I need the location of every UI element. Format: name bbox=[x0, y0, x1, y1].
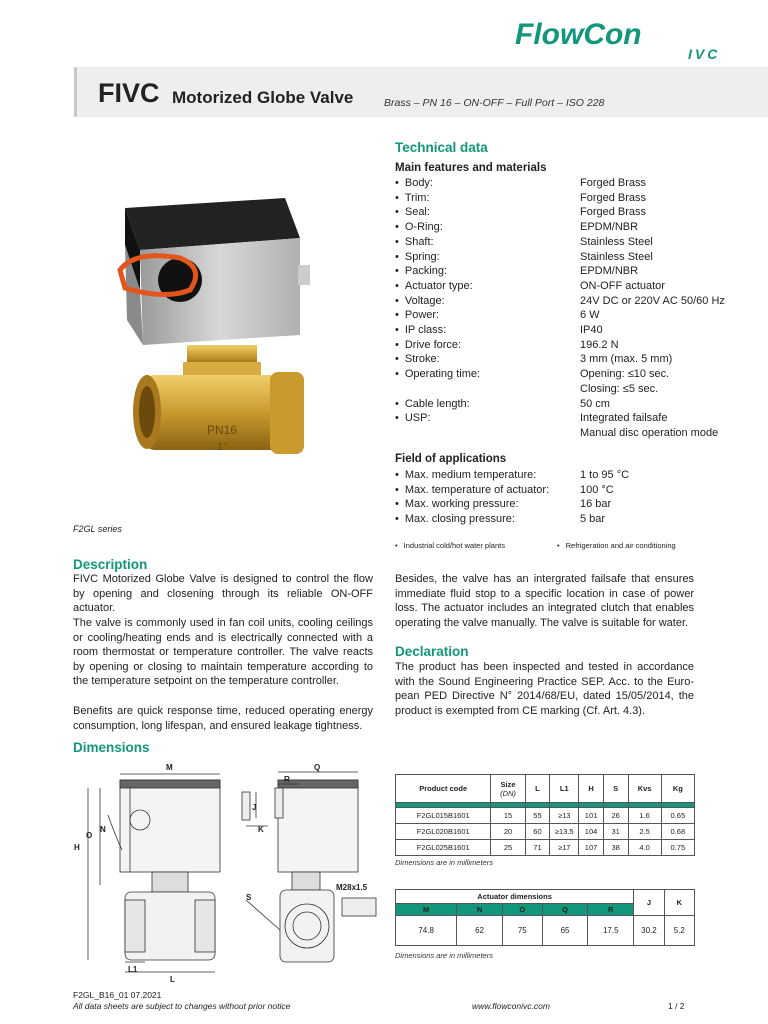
feature-key: • O-Ring: bbox=[395, 220, 443, 234]
dimension-drawing bbox=[70, 760, 385, 985]
feature-key: • Operating time: bbox=[395, 367, 480, 381]
svg-text:IVC: IVC bbox=[688, 46, 721, 62]
svg-text:N: N bbox=[100, 825, 106, 834]
feature-key: • IP class: bbox=[395, 323, 446, 337]
table-cell: 71 bbox=[525, 840, 550, 856]
footer-disclaimer: All data sheets are subject to changes without prior notice bbox=[73, 1001, 291, 1011]
image-caption: F2GL series bbox=[73, 524, 122, 534]
application-bullet: • Refrigeration and air conditioning bbox=[557, 541, 676, 550]
declaration-heading: Declaration bbox=[395, 644, 469, 659]
table-header: L bbox=[525, 775, 550, 803]
table-header: N bbox=[457, 904, 503, 916]
table-header: H bbox=[579, 775, 604, 803]
flowcon-logo bbox=[513, 14, 753, 62]
technical-data-heading: Technical data bbox=[395, 140, 488, 155]
feature-value: Opening: ≤10 sec. bbox=[580, 368, 670, 381]
feature-key: • Power: bbox=[395, 308, 439, 322]
svg-text:J: J bbox=[252, 803, 257, 812]
table-cell: 107 bbox=[579, 840, 604, 856]
table-cell: 15 bbox=[491, 808, 525, 824]
table-cell: 55 bbox=[525, 808, 550, 824]
svg-text:L1: L1 bbox=[128, 965, 138, 974]
table-row bbox=[396, 824, 695, 840]
page-title: FIVC bbox=[98, 78, 160, 108]
footer-doc-id: F2GL_B16_01 07.2021 bbox=[73, 990, 162, 1000]
feature-value: 3 mm (max. 5 mm) bbox=[580, 353, 673, 366]
table-cell: ≥13.5 bbox=[550, 824, 579, 840]
footer-url[interactable]: www.flowconivc.com bbox=[472, 1001, 550, 1011]
feature-value: Stainless Steel bbox=[580, 235, 653, 248]
table-header: Kg bbox=[661, 775, 694, 803]
feature-value: 50 cm bbox=[580, 397, 610, 410]
svg-text:FlowCon: FlowCon bbox=[515, 18, 642, 51]
application-value: 1 to 95 °C bbox=[580, 469, 630, 481]
table-header: L1 bbox=[550, 775, 579, 803]
feature-value: Forged Brass bbox=[580, 206, 647, 219]
table-header: Product code bbox=[396, 775, 491, 803]
table-header: R bbox=[588, 904, 634, 916]
feature-value: Manual disc operation mode bbox=[580, 426, 719, 439]
table-cell: 60 bbox=[525, 824, 550, 840]
svg-text:PN16: PN16 bbox=[207, 423, 238, 437]
feature-value: 6 W bbox=[580, 309, 600, 322]
table-cell: 4.0 bbox=[628, 840, 661, 856]
application-key: • Max. working pressure: bbox=[395, 497, 519, 511]
description-paragraph: Benefits are quick response time, reduced operating energy consumption, long lifespan, and ensured leakage tightness. bbox=[73, 705, 373, 732]
application-key: • Max. temperature of actuator: bbox=[395, 483, 549, 497]
table-cell: 25 bbox=[491, 840, 525, 856]
svg-text:H: H bbox=[74, 843, 80, 852]
feature-value: IP40 bbox=[580, 324, 603, 336]
feature-value: EPDM/NBR bbox=[580, 221, 639, 234]
table-header: O bbox=[502, 904, 542, 916]
table-cell: 38 bbox=[603, 840, 628, 856]
table-cell: 20 bbox=[491, 824, 525, 840]
table-cell: 0.75 bbox=[661, 840, 694, 856]
feature-value: ON-OFF actuator bbox=[580, 279, 665, 292]
footer-page-number: 1 / 2 bbox=[668, 1001, 685, 1011]
feature-value: Closing: ≤5 sec. bbox=[580, 382, 659, 395]
table-cell: 104 bbox=[579, 824, 604, 840]
table-header: J bbox=[634, 890, 664, 916]
table-header: S bbox=[603, 775, 628, 803]
application-value: 16 bar bbox=[580, 498, 612, 511]
table-note: Dimensions are in millimeters bbox=[395, 951, 493, 960]
feature-key: • Trim: bbox=[395, 191, 430, 205]
features-heading: Main features and materials bbox=[395, 162, 547, 174]
feature-value: 24V DC or 220V AC 50/60 Hz bbox=[580, 294, 725, 307]
feature-key: • Seal: bbox=[395, 205, 430, 219]
table-cell: 31 bbox=[603, 824, 628, 840]
table-note: Dimensions are in millimeters bbox=[395, 858, 493, 867]
table-cell: ≥17 bbox=[550, 840, 579, 856]
table-header: Size (DN) bbox=[491, 775, 525, 803]
table-header: Q bbox=[542, 904, 588, 916]
application-bullet: • Industrial cold/hot water plants bbox=[395, 541, 505, 550]
dimensions-heading: Dimensions bbox=[73, 740, 150, 755]
feature-key: • Stroke: bbox=[395, 352, 440, 366]
feature-value: EPDM/NBR bbox=[580, 265, 639, 278]
actuator-dimensions-table bbox=[395, 889, 695, 946]
page-tagline: Brass – PN 16 – ON-OFF – Full Port – ISO 228 bbox=[384, 97, 605, 109]
feature-value: Stainless Steel bbox=[580, 250, 653, 263]
table-row bbox=[396, 840, 695, 856]
table-cell: 0.65 bbox=[661, 808, 694, 824]
product-dimensions-table bbox=[395, 774, 695, 856]
feature-value: Integrated failsafe bbox=[580, 412, 668, 425]
feature-key: • Shaft: bbox=[395, 235, 434, 249]
table-header: Kvs bbox=[628, 775, 661, 803]
svg-text:S: S bbox=[246, 893, 252, 902]
svg-text:O: O bbox=[86, 831, 93, 840]
svg-text:M: M bbox=[166, 763, 173, 772]
table-group-header: Actuator dimensions bbox=[396, 890, 634, 904]
table-cell: 101 bbox=[579, 808, 604, 824]
table-cell: 1.6 bbox=[628, 808, 661, 824]
svg-text:M28x1.5: M28x1.5 bbox=[336, 883, 368, 892]
description-paragraph: The valve is commonly used in fan coil units, cooling ceilings or cooling/heating ends and is electrically connected with a room thermostat or temperature controller. The valve reacts by opening or closing to maintain temperature according to the temperature setpoint on the temperature controller. bbox=[73, 617, 373, 688]
feature-key: • Voltage: bbox=[395, 294, 445, 308]
table-header: M bbox=[396, 904, 457, 916]
table-cell: F2GL020B1601 bbox=[396, 824, 491, 840]
svg-text:L: L bbox=[170, 975, 175, 984]
feature-key: • Drive force: bbox=[395, 338, 461, 352]
feature-key: • Actuator type: bbox=[395, 279, 473, 293]
svg-text:R: R bbox=[284, 775, 290, 784]
valve-product-image bbox=[95, 150, 375, 520]
application-key: • Max. medium temperature: bbox=[395, 468, 536, 482]
feature-value: Forged Brass bbox=[580, 191, 647, 204]
table-cell: 0.68 bbox=[661, 824, 694, 840]
table-cell: F2GL025B1601 bbox=[396, 840, 491, 856]
table-row bbox=[396, 808, 695, 824]
description-paragraph: FIVC Motorized Globe Valve is designed to control the flow by opening and closening through its reliable ON-OFF actuator. bbox=[73, 573, 373, 615]
table-cell: 2.5 bbox=[628, 824, 661, 840]
feature-key: • USP: bbox=[395, 411, 431, 425]
feature-key: • Spring: bbox=[395, 250, 440, 264]
svg-text:Q: Q bbox=[314, 763, 321, 772]
feature-value: 196.2 N bbox=[580, 338, 619, 351]
table-row: 74.8 62 75 65 17.5 30.2 5.2 bbox=[396, 916, 695, 946]
page-subtitle: Motorized Globe Valve bbox=[172, 88, 354, 107]
declaration-text: The product has been inspected and tested in accordance with the Sound Engineering Practice SEP. Acc. to the Euro-pean PED Directive N° 2014/68/EU, dated 15/05/2014, the product is exempted from CE marking (Cf. Art. 4.3). bbox=[395, 661, 694, 717]
application-value: 100 °C bbox=[580, 483, 614, 496]
table-cell: F2GL015B1601 bbox=[396, 808, 491, 824]
table-header: K bbox=[664, 890, 694, 916]
description-heading: Description bbox=[73, 557, 148, 572]
table-cell: ≥13 bbox=[550, 808, 579, 824]
description-paragraph: Besides, the valve has an intergrated failsafe that ensures immediate fluid stop to a specific location in case of power loss. The actuator includes an integrated clutch that enables operating the valve manually. The valve is suitable for water. bbox=[395, 573, 694, 629]
application-key: • Max. closing pressure: bbox=[395, 512, 515, 526]
table-cell: 26 bbox=[603, 808, 628, 824]
svg-text:K: K bbox=[258, 825, 264, 834]
svg-text:1": 1" bbox=[217, 441, 228, 453]
application-value: 5 bar bbox=[580, 513, 606, 526]
applications-heading: Field of applications bbox=[395, 453, 507, 465]
feature-key: • Cable length: bbox=[395, 397, 470, 411]
feature-key: • Body: bbox=[395, 176, 433, 190]
feature-key: • Packing: bbox=[395, 264, 447, 278]
feature-value: Forged Brass bbox=[580, 177, 647, 189]
